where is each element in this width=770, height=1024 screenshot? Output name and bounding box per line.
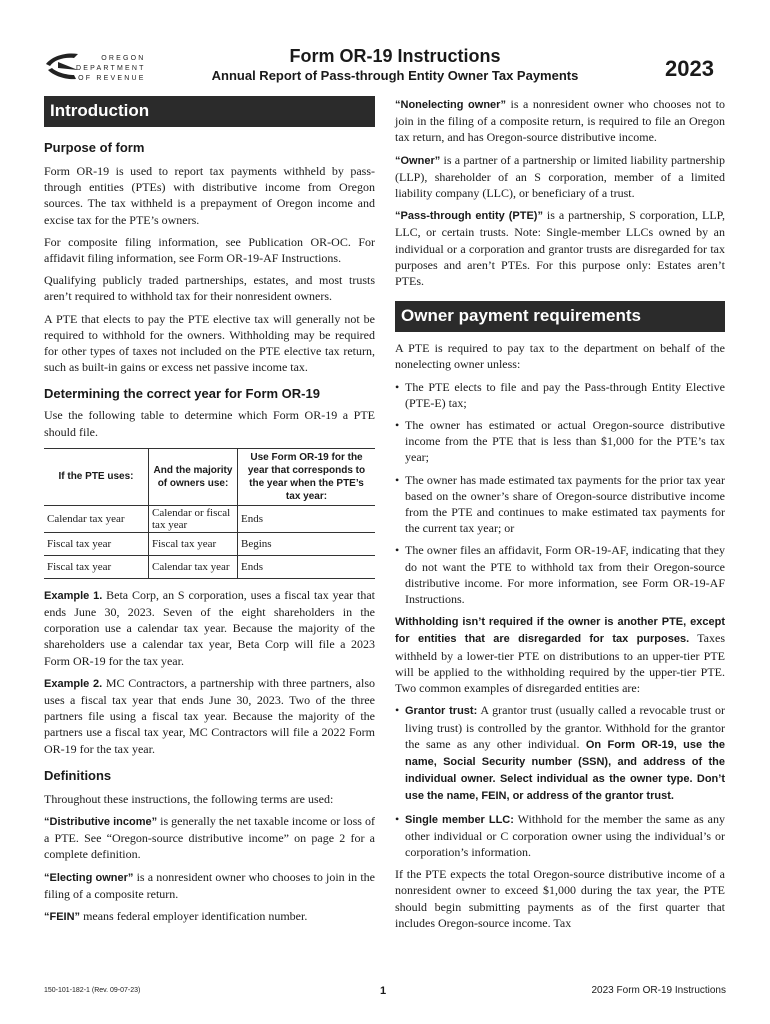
list-item: • The owner files an affidavit, Form OR-19-AF, indicating that they do not want the PTE to withhold tax from their Oregon-source distributive income. For more information, see Form OR-19-AF Instructions.	[395, 542, 725, 607]
table-header: And the majority of owners use:	[149, 448, 238, 505]
purpose-paragraph-4: A PTE that elects to pay the PTE elective tax will generally not be required to withhold for the owners. Withholding may be required for other types of taxes not included on the PTE elective tax return, such as built-in gains or excess net passive income tax.	[44, 311, 375, 375]
agency-line-2: DEPARTMENT	[76, 65, 146, 72]
definition-text: is a partner of a partnership or limited liability partnership (LLP), shareholder of an S corporation, member of a limited liability company (LLC), or beneficiary of a trust.	[395, 152, 725, 201]
definition-term: “Electing owner”	[44, 871, 134, 884]
definition-distributive-income	[44, 813, 375, 863]
footer-title: 2023 Form OR-19 Instructions	[591, 985, 726, 996]
example-2-label: Example 2.	[44, 677, 103, 690]
example-1-text: Beta Corp, an S corporation, uses a fiscal tax year that ends June 30, 2023. Seven of the eight shareholders in the corporation use a calendar tax year. Because the majority of the shareholders use a calendar tax year, Beta Corp will file a 2023 Form OR-19 for the tax year.	[44, 587, 375, 668]
table-cell: Ends	[238, 555, 376, 578]
revision-code: 150-101-182-1 (Rev. 09-07-23)	[44, 987, 141, 994]
definition-text: is a nonresident owner who chooses not to join in the filing of a composite return, is required to file an Oregon tax return, and has Oregon-source distributive income.	[395, 97, 725, 145]
exception-list	[395, 379, 725, 608]
definition-term: “Owner”	[395, 154, 441, 167]
page-number: 1	[380, 985, 387, 997]
owner-intro: A PTE is required to pay tax to the department on behalf of the nonelecting owner unless:	[395, 341, 725, 372]
grantor-text: A grantor trust (usually called a revocable trust or living trust) is controlled by the grantor. Withhold for the grantor the same as any other individual.	[405, 703, 725, 751]
definition-fein	[44, 908, 375, 925]
purpose-paragraph-2: For composite filing information, see Publication OR-OC. For affidavit filing information, see Form OR-19-AF Instructions.	[44, 234, 375, 266]
form-year: 2023	[665, 56, 714, 81]
llc-label: Single member LLC:	[405, 813, 514, 826]
final-paragraph: If the PTE expects the total Oregon-source distributive income of a nonresident owner to exceed $1,000 during the tax year, the PTE should begin submitting payments as of the first quarter that includes Oregon-source income. Tax	[395, 867, 725, 930]
definition-term: “Distributive income”	[44, 816, 158, 829]
table-cell: Fiscal tax year	[44, 532, 149, 555]
table-cell: Ends	[238, 505, 376, 532]
definition-text: is generally the net taxable income or loss of a PTE. See “Oregon-source distributive income” on page 2 for a complete definition.	[44, 814, 375, 862]
table-cell: Fiscal tax year	[149, 532, 238, 555]
table-cell: Fiscal tax year	[44, 555, 149, 578]
table-row	[44, 555, 375, 578]
page-title	[200, 46, 590, 85]
table-cell: Begins	[238, 532, 376, 555]
example-1	[44, 587, 375, 669]
withholding-bold: Withholding isn’t required if the owner is another PTE, except for entities that are disregarded for tax purposes.	[395, 616, 725, 646]
year-paragraph: Use the following table to determine which Form OR-19 a PTE should file.	[44, 408, 375, 439]
definition-text: is a nonresident owner who chooses to join in the filing of a composite return.	[44, 869, 375, 901]
purpose-heading: Purpose of form	[44, 140, 145, 155]
list-item	[395, 702, 725, 804]
agency-line-3: OF REVENUE	[78, 75, 146, 82]
grantor-bold: On Form OR-19, use the name, Social Security number (SSN), and address of the individual owner. Select individual as the owner type. Don’t use the name, FEIN, or address of the grantor trust.	[405, 738, 725, 803]
definition-text: means federal employer identification number.	[80, 909, 308, 924]
example-1-label: Example 1.	[44, 589, 103, 602]
year-table	[44, 448, 375, 579]
grantor-label: Grantor trust:	[405, 705, 478, 718]
definition-term: “Pass-through entity (PTE)”	[395, 210, 543, 223]
agency-name	[76, 54, 146, 84]
year-heading: Determining the correct year for Form OR-19	[44, 386, 320, 402]
table-cell: Calendar tax year	[149, 555, 238, 578]
table-header: If the PTE uses:	[44, 448, 149, 505]
table-cell: Calendar or fiscal tax year	[149, 505, 238, 532]
definition-text: is a partnership, S corporation, LLP, LLC, or certain trusts. Note: Single-member LLCs owned by an individual or a corporation and grantor trusts are disregarded for tax purposes and aren’t PTEs. For this purpose only: Estates aren’t PTEs.	[395, 208, 725, 289]
right-column	[395, 96, 725, 931]
disregarded-list	[395, 702, 725, 860]
table-row	[44, 532, 375, 555]
table-row	[44, 505, 375, 532]
purpose-paragraph-3: Qualifying publicly traded partnerships, estates, and most trusts aren’t required to withhold tax for their nonresident owners.	[44, 273, 375, 304]
llc-text: Withhold for the member the same as any other individual or C corporation owner using the individual’s or corporation’s information.	[405, 811, 725, 859]
list-item: • The PTE elects to file and pay the Pass-through Entity Elective (PTE-E) tax;	[395, 379, 725, 411]
introduction-heading: Introduction	[44, 96, 375, 127]
definition-term: “Nonelecting owner”	[395, 99, 506, 111]
table-cell: Calendar tax year	[44, 505, 149, 532]
example-2-text: MC Contractors, a partnership with three partners, also uses a fiscal tax year that ends June 30, 2023. Two of the three partners file using a fiscal tax year. Because the majority of the partners use a fiscal tax year, MC Contractors will file a 2022 Form OR-19 for the tax year.	[44, 675, 375, 756]
definitions-heading: Definitions	[44, 767, 112, 783]
table-header: Use Form OR-19 for the year that corresponds to the year when the PTE’s tax year:	[238, 448, 376, 505]
left-column	[44, 96, 375, 925]
definitions-intro: Throughout these instructions, the following terms are used:	[44, 791, 334, 806]
form-title: Form OR-19 Instructions	[289, 46, 501, 66]
definition-owner	[395, 152, 725, 202]
list-item: • The owner has made estimated tax payments for the prior tax year based on the owner’s share of Oregon-source distributive income from the PTE and continues to make estimated tax payments for the current tax year; or	[395, 472, 725, 537]
agency-line-1: OREGON	[101, 55, 146, 62]
form-subtitle: Annual Report of Pass-through Entity Owner Tax Payments	[211, 68, 579, 83]
withholding-text: Taxes withheld by a lower-tier PTE on distributions to an upper-tier PTE will be applied to the withholding required by the upper-tier PTE. Two common examples of disregarded entities are:	[395, 631, 725, 696]
definition-term: “FEIN”	[44, 911, 81, 924]
list-item: • The owner has estimated or actual Oregon-source distributive income from the PTE that is less than $1,000 for the PTE’s tax year;	[395, 417, 725, 466]
purpose-paragraph-1: Form OR-19 is used to report tax payments withheld by pass-through entities (PTEs) with distributive income from Oregon sources. The tax withheld is a prepayment of Oregon income and excise tax for the PTE’s owners.	[44, 164, 375, 227]
example-2	[44, 675, 375, 757]
definition-nonelecting-owner	[395, 96, 725, 146]
list-item	[395, 811, 725, 861]
owner-payment-heading: Owner payment requirements	[395, 301, 725, 332]
definition-electing-owner	[44, 869, 375, 902]
definition-pte	[395, 207, 725, 289]
withholding-paragraph	[395, 613, 725, 696]
